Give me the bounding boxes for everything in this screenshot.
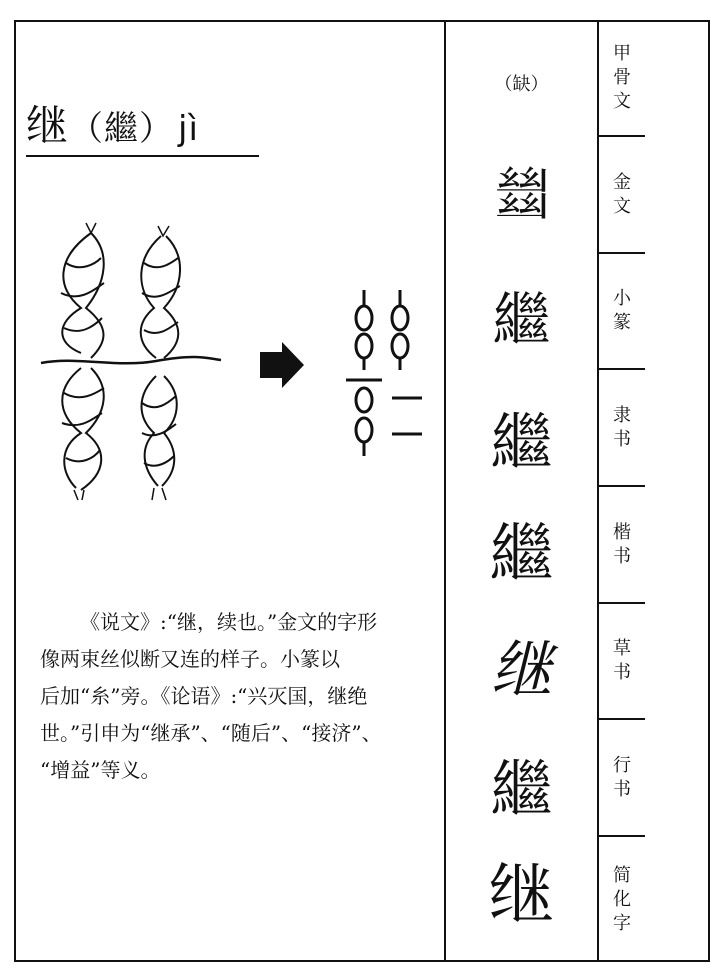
simplified-form: 继 (488, 856, 555, 933)
label-kaishu: 楷 书 (599, 487, 645, 604)
bronze-glyph-drawing (342, 288, 432, 458)
label-xiaozhuan: 小 篆 (599, 254, 645, 370)
heading-pinyin: jì (178, 109, 199, 149)
explanation-paragraph (40, 604, 432, 789)
oracle-missing-note: （缺） (494, 74, 549, 95)
heading-character: 继 (26, 101, 70, 150)
label-caoshu: 草 书 (599, 604, 645, 720)
xingshu-form: 繼 (490, 753, 553, 826)
script-labels-column (599, 20, 645, 962)
label-jianhuazi: 简 化 字 (613, 864, 631, 934)
paragraph-line: 后加“糸”旁。《论语》:“兴灭国，继绝 (40, 684, 368, 708)
label-jiaguwen: 甲 骨 文 (599, 20, 645, 137)
entry-heading (26, 100, 199, 155)
heading-underline (26, 155, 259, 157)
label-jinwen: 金 文 (599, 137, 645, 254)
label-xingshu: 行 书 (599, 720, 645, 837)
paragraph-line: 《说文》:“继，续也。”金文的字形 (80, 610, 378, 634)
right-arrow-icon (258, 340, 306, 390)
heading-traditional: （繼） (69, 109, 175, 149)
paragraph-line: “增益”等义。 (40, 758, 161, 782)
silk-bundles-illustration (36, 218, 226, 503)
paragraph-line: 像两束丝似断又连的样子。小篆以 (40, 647, 340, 671)
paragraph-line: 世。”引申为“继承”、“随后”、“接济”、 (40, 721, 382, 745)
kaishu-form: 繼 (489, 518, 554, 592)
xiaozhuan-form: 繼 (492, 286, 551, 354)
lishu-form: 繼 (490, 406, 553, 479)
label-lishu: 隶 书 (599, 370, 645, 487)
jinwen-form: 𢇍 (492, 161, 551, 229)
caoshu-form: 继 (490, 633, 553, 706)
